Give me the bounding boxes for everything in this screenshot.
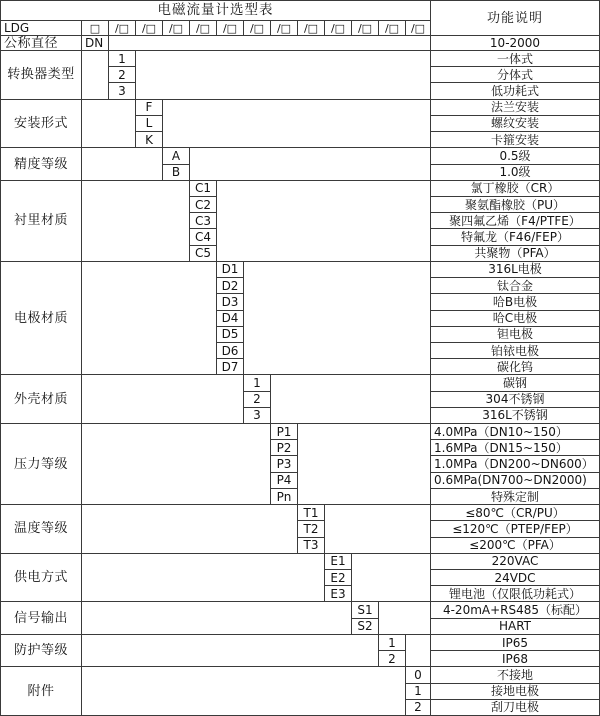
desc-cell: 4-20mA+RS485（标配） — [431, 602, 600, 618]
desc-cell: 铂铱电极 — [431, 343, 600, 359]
code-cell: F — [136, 100, 163, 116]
desc-cell: 220VAC — [431, 554, 600, 570]
spacer-cell — [298, 424, 431, 505]
desc-cell: ≤80℃（CR/PU） — [431, 505, 600, 521]
category-label: 精度等级 — [1, 148, 82, 180]
category-label: 附件 — [1, 667, 82, 716]
model-slash-checkbox: /□ — [298, 21, 325, 36]
desc-cell: 聚四氟乙烯（F4/PTFE） — [431, 213, 600, 229]
desc-cell: 一体式 — [431, 51, 600, 67]
diameter-label: 公称直径 — [1, 36, 82, 51]
code-cell: D5 — [217, 327, 244, 343]
code-cell: T2 — [298, 521, 325, 537]
code-cell: C3 — [190, 213, 217, 229]
desc-cell: 钽电极 — [431, 327, 600, 343]
code-cell: D4 — [217, 311, 244, 327]
code-cell: D6 — [217, 343, 244, 359]
code-cell: 2 — [379, 651, 406, 667]
desc-cell: 316L不锈钢 — [431, 408, 600, 424]
spacer-cell — [217, 181, 431, 262]
model-slash-checkbox: /□ — [325, 21, 352, 36]
spacer-cell — [109, 36, 431, 51]
model-slash-checkbox: /□ — [379, 21, 406, 36]
code-cell: E2 — [325, 570, 352, 586]
spacer-cell — [136, 51, 431, 100]
desc-cell: 24VDC — [431, 570, 600, 586]
desc-cell: 1.0级 — [431, 165, 600, 181]
diameter-code: DN — [82, 36, 109, 51]
spacer-cell — [82, 148, 163, 180]
code-cell: 1 — [244, 375, 271, 391]
spacer-cell — [82, 51, 109, 100]
desc-cell: 1.6MPa（DN15~150） — [431, 440, 600, 456]
model-slash-checkbox: /□ — [406, 21, 431, 36]
model-slash-checkbox: /□ — [190, 21, 217, 36]
desc-cell: 刮刀电极 — [431, 700, 600, 716]
code-cell: A — [163, 148, 190, 164]
spacer-cell — [82, 602, 352, 634]
desc-cell: 聚氨酯橡胶（PU） — [431, 197, 600, 213]
spacer-cell — [82, 262, 217, 376]
spacer-cell — [82, 667, 406, 716]
code-cell: 1 — [379, 635, 406, 651]
spacer-cell — [163, 100, 431, 149]
code-cell: D1 — [217, 262, 244, 278]
desc-cell: 接地电极 — [431, 684, 600, 700]
desc-cell: 分体式 — [431, 67, 600, 83]
desc-cell: 低功耗式 — [431, 83, 600, 99]
code-cell: C4 — [190, 229, 217, 245]
code-cell: T1 — [298, 505, 325, 521]
desc-cell: 法兰安装 — [431, 100, 600, 116]
code-cell: L — [136, 116, 163, 132]
code-cell: D3 — [217, 294, 244, 310]
desc-cell: 卡箍安装 — [431, 132, 600, 148]
desc-cell: 特氟龙（F46/FEP） — [431, 229, 600, 245]
desc-cell: 螺纹安装 — [431, 116, 600, 132]
diameter-desc: 10-2000 — [431, 36, 600, 51]
desc-cell: HART — [431, 619, 600, 635]
category-label: 安装形式 — [1, 100, 82, 149]
code-cell: T3 — [298, 538, 325, 554]
model-slash-checkbox: /□ — [136, 21, 163, 36]
category-label: 信号输出 — [1, 602, 82, 634]
code-cell: P1 — [271, 424, 298, 440]
code-cell: P2 — [271, 440, 298, 456]
spacer-cell — [82, 375, 244, 424]
spacer-cell — [406, 635, 431, 667]
model-slash-checkbox: /□ — [271, 21, 298, 36]
category-label: 衬里材质 — [1, 181, 82, 262]
category-label: 电极材质 — [1, 262, 82, 376]
desc-cell: 1.0MPa（DN200~DN600） — [431, 456, 600, 472]
code-cell: 1 — [406, 684, 431, 700]
spacer-cell — [352, 554, 431, 603]
code-cell: S1 — [352, 602, 379, 618]
code-cell: 2 — [109, 67, 136, 83]
code-cell: C1 — [190, 181, 217, 197]
code-cell: 0 — [406, 667, 431, 683]
code-cell: K — [136, 132, 163, 148]
code-cell: 3 — [244, 408, 271, 424]
model-slash-checkbox: /□ — [109, 21, 136, 36]
spacer-cell — [190, 148, 431, 180]
page-title: 电磁流量计选型表 — [1, 1, 431, 21]
code-cell: B — [163, 165, 190, 181]
spacer-cell — [271, 375, 431, 424]
code-cell: 3 — [109, 83, 136, 99]
model-slash-checkbox: /□ — [352, 21, 379, 36]
desc-cell: 碳钢 — [431, 375, 600, 391]
model-slash-checkbox: /□ — [163, 21, 190, 36]
desc-cell: 锂电池（仅限低功耗式） — [431, 586, 600, 602]
spacer-cell — [82, 505, 298, 554]
desc-cell: ≤200℃（PFA） — [431, 538, 600, 554]
code-cell: 2 — [406, 700, 431, 716]
spacer-cell — [82, 635, 379, 667]
model-slash-checkbox: /□ — [244, 21, 271, 36]
desc-cell: ≤120℃（PTEP/FEP） — [431, 521, 600, 537]
desc-cell: IP68 — [431, 651, 600, 667]
desc-cell: 316L电极 — [431, 262, 600, 278]
category-label: 外壳材质 — [1, 375, 82, 424]
code-cell: S2 — [352, 619, 379, 635]
desc-cell: 哈C电极 — [431, 311, 600, 327]
code-cell: P3 — [271, 456, 298, 472]
spacer-cell — [244, 262, 431, 376]
function-column-header: 功能说明 — [431, 1, 600, 36]
desc-cell: 特殊定制 — [431, 489, 600, 505]
desc-cell: 0.5级 — [431, 148, 600, 164]
code-cell: Pn — [271, 489, 298, 505]
desc-cell: 0.6MPa(DN700~DN2000) — [431, 473, 600, 489]
spacer-cell — [325, 505, 431, 554]
desc-cell: 氯丁橡胶（CR） — [431, 181, 600, 197]
desc-cell: 不接地 — [431, 667, 600, 683]
desc-cell: 共聚物（PFA） — [431, 246, 600, 262]
model-prefix: LDG — [1, 21, 82, 36]
desc-cell: 钛合金 — [431, 278, 600, 294]
category-label: 压力等级 — [1, 424, 82, 505]
code-cell: C2 — [190, 197, 217, 213]
category-label: 防护等级 — [1, 635, 82, 667]
code-cell: P4 — [271, 473, 298, 489]
code-cell: D2 — [217, 278, 244, 294]
code-cell: E3 — [325, 586, 352, 602]
spacer-cell — [82, 424, 271, 505]
spacer-cell — [82, 181, 190, 262]
spacer-cell — [82, 554, 325, 603]
code-cell: 1 — [109, 51, 136, 67]
spacer-cell — [379, 602, 431, 634]
code-cell: D7 — [217, 359, 244, 375]
model-checkbox: □ — [82, 21, 109, 36]
desc-cell: IP65 — [431, 635, 600, 651]
category-label: 供电方式 — [1, 554, 82, 603]
desc-cell: 304不锈钢 — [431, 392, 600, 408]
spacer-cell — [82, 100, 136, 149]
code-cell: C5 — [190, 246, 217, 262]
desc-cell: 4.0MPa（DN10~150） — [431, 424, 600, 440]
model-slash-checkbox: /□ — [217, 21, 244, 36]
code-cell: 2 — [244, 392, 271, 408]
desc-cell: 碳化钨 — [431, 359, 600, 375]
category-label: 转换器类型 — [1, 51, 82, 100]
code-cell: E1 — [325, 554, 352, 570]
desc-cell: 哈B电极 — [431, 294, 600, 310]
category-label: 温度等级 — [1, 505, 82, 554]
